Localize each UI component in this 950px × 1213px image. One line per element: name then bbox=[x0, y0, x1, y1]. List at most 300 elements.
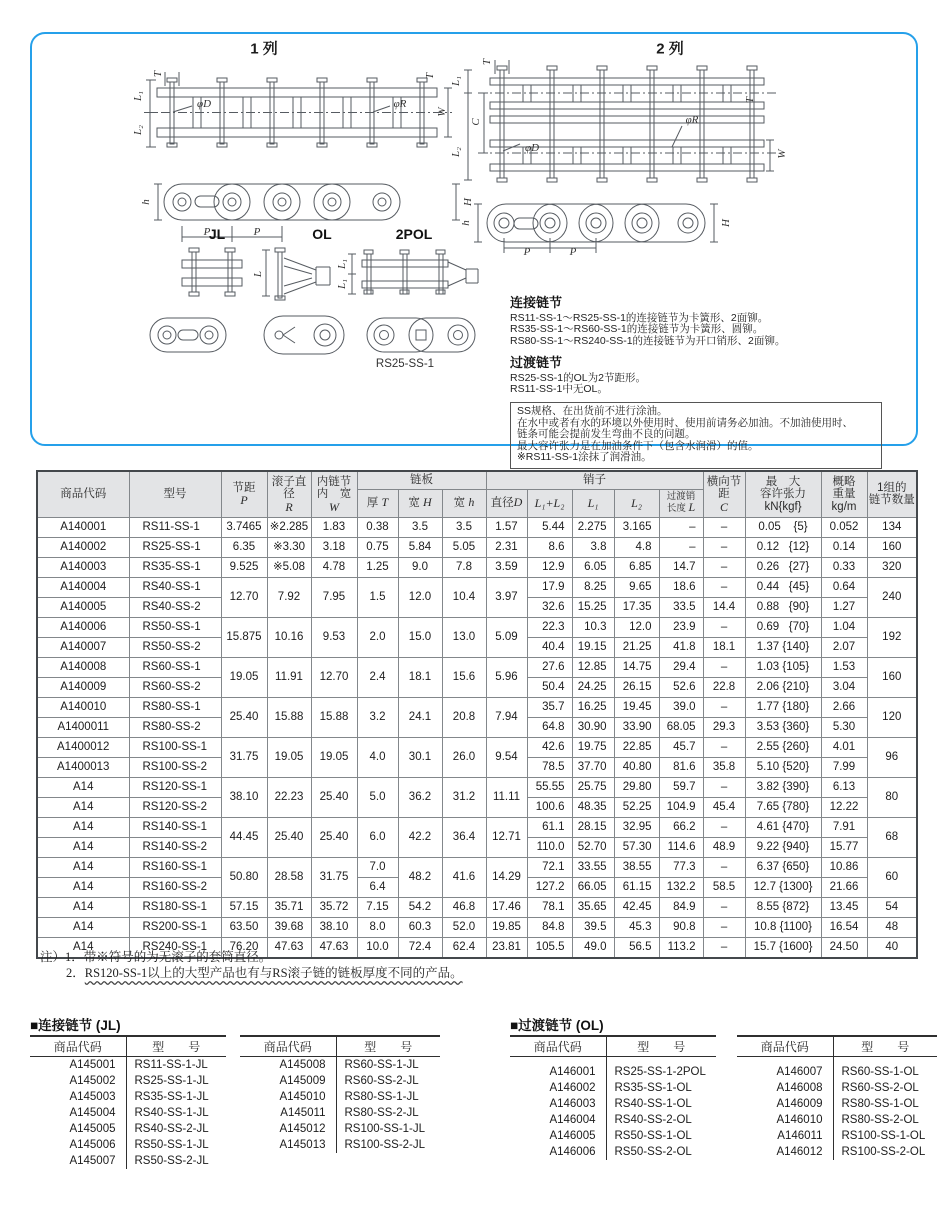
spec-cell: 13.0 bbox=[442, 617, 486, 657]
spec-cell: 1.5 bbox=[357, 577, 398, 617]
dim-t-icon: T bbox=[152, 70, 164, 78]
product-code: A145003 bbox=[69, 1091, 116, 1103]
spec-cell: 29.80 bbox=[614, 777, 659, 797]
spec-cell: RS40-SS-2 bbox=[129, 597, 221, 617]
spec-cell: 78.1 bbox=[527, 897, 572, 917]
spec-cell: 46.8 bbox=[442, 897, 486, 917]
note-line: ※RS11-SS-1涂抹了润滑油。 bbox=[517, 451, 652, 464]
spec-cell: 7.99 bbox=[821, 757, 867, 777]
spec-cell: 47.63 bbox=[311, 937, 357, 958]
spec-cell: – bbox=[703, 897, 745, 917]
spec-cell: 240 bbox=[867, 577, 917, 617]
spec-cell: 15.6 bbox=[442, 657, 486, 697]
spec-cell: 4.8 bbox=[614, 537, 659, 557]
spec-cell: 8.25 bbox=[572, 577, 614, 597]
spec-cell: 2.0 bbox=[357, 617, 398, 657]
code-column-header: 商品代码 bbox=[737, 1036, 833, 1057]
product-code: A146012 bbox=[776, 1146, 823, 1158]
spec-cell: 127.2 bbox=[527, 877, 572, 897]
spec-cell: 160 bbox=[867, 537, 917, 557]
note-1: 注）1．带※符号的为无滚子的套筒直径。 bbox=[40, 950, 272, 964]
spec-cell: 25.40 bbox=[221, 697, 267, 737]
spec-cell: 36.2 bbox=[398, 777, 442, 817]
spec-cell: 61.15 bbox=[614, 877, 659, 897]
spec-cell: 10.16 bbox=[267, 617, 311, 657]
diagram-panel bbox=[30, 32, 918, 464]
spec-cell: 27.6 bbox=[527, 657, 572, 677]
spec-cell: 0.12 {12} bbox=[745, 537, 821, 557]
spec-cell: 12.0 bbox=[398, 577, 442, 617]
spec-cell: 33.5 bbox=[659, 597, 703, 617]
code-column-header: 商品代码 bbox=[240, 1036, 336, 1057]
spec-cell: A14 bbox=[37, 797, 129, 817]
spec-cell: 39.0 bbox=[659, 697, 703, 717]
spec-cell: 17.9 bbox=[527, 577, 572, 597]
note-line: SS规格、在出货前不进行涂油。 bbox=[517, 405, 668, 418]
spec-cell: 16.25 bbox=[572, 697, 614, 717]
product-code: A146008 bbox=[776, 1082, 823, 1094]
spec-cell: 61.1 bbox=[527, 817, 572, 837]
spec-cell: 28.58 bbox=[267, 857, 311, 897]
product-code: A145001 bbox=[69, 1059, 116, 1071]
spec-cell: 30.90 bbox=[572, 717, 614, 737]
spec-cell: RS50-SS-2 bbox=[129, 637, 221, 657]
model-number: RS25-SS-1-JL bbox=[126, 1073, 226, 1089]
spec-cell: 7.95 bbox=[311, 577, 357, 617]
spec-cell: 72.1 bbox=[527, 857, 572, 877]
model-number: RS11-SS-1-JL bbox=[126, 1057, 226, 1074]
spec-cell: ※2.285 bbox=[267, 517, 311, 537]
spec-cell: 41.8 bbox=[659, 637, 703, 657]
dim-l1-icon: L₁ bbox=[132, 91, 144, 101]
spec-cell: 32.6 bbox=[527, 597, 572, 617]
spec-cell: 3.18 bbox=[311, 537, 357, 557]
dim-diar-icon: φR bbox=[685, 114, 699, 126]
spec-cell: 5.10 {520} bbox=[745, 757, 821, 777]
spec-table bbox=[36, 470, 918, 959]
spec-cell: 38.55 bbox=[614, 857, 659, 877]
spec-row bbox=[37, 857, 917, 877]
product-code: A146003 bbox=[549, 1098, 596, 1110]
spec-cell: 1.25 bbox=[357, 557, 398, 577]
spec-cell: 10.8 {1100} bbox=[745, 917, 821, 937]
spec-cell: 5.84 bbox=[398, 537, 442, 557]
spec-cell: 13.45 bbox=[821, 897, 867, 917]
spec-cell: 15.875 bbox=[221, 617, 267, 657]
spec-cell: 0.14 bbox=[821, 537, 867, 557]
spec-cell: A140009 bbox=[37, 677, 129, 697]
col-header-thickness: 厚 T bbox=[357, 489, 398, 517]
col-header-l1l2: L₁+L₂ bbox=[527, 489, 572, 517]
dim-diad-icon: φD bbox=[196, 98, 212, 110]
dim-l-icon: L bbox=[252, 270, 264, 278]
spec-table-body bbox=[37, 517, 917, 958]
spec-cell: 0.75 bbox=[357, 537, 398, 557]
spec-cell: 31.75 bbox=[221, 737, 267, 777]
spec-cell: A140007 bbox=[37, 637, 129, 657]
spec-cell: 0.05 {5} bbox=[745, 517, 821, 537]
spec-cell: 1.04 bbox=[821, 617, 867, 637]
spec-cell: 110.0 bbox=[527, 837, 572, 857]
spec-row bbox=[37, 777, 917, 797]
spec-cell: 18.1 bbox=[703, 637, 745, 657]
dim-l2-icon: L₂ bbox=[450, 147, 462, 157]
link-row bbox=[737, 1096, 937, 1112]
dim-t-icon: T bbox=[424, 72, 436, 80]
spec-cell: RS100-SS-2 bbox=[129, 757, 221, 777]
spec-cell: 48 bbox=[867, 917, 917, 937]
spec-cell: 42.6 bbox=[527, 737, 572, 757]
spec-cell: 35.65 bbox=[572, 897, 614, 917]
spec-cell: 24.25 bbox=[572, 677, 614, 697]
link-row bbox=[240, 1073, 440, 1089]
spec-row bbox=[37, 577, 917, 597]
product-code: A146010 bbox=[776, 1114, 823, 1126]
spec-cell: 16.54 bbox=[821, 917, 867, 937]
spec-cell: 52.6 bbox=[659, 677, 703, 697]
spec-cell: 76.20 bbox=[221, 937, 267, 958]
spec-cell: 64.8 bbox=[527, 717, 572, 737]
model-number: RS100-SS-2-OL bbox=[833, 1144, 937, 1160]
lubrication-note-box bbox=[510, 402, 882, 468]
spec-cell: 54.2 bbox=[398, 897, 442, 917]
product-code: A145009 bbox=[279, 1075, 326, 1087]
spec-cell: ※5.08 bbox=[267, 557, 311, 577]
link-row bbox=[240, 1105, 440, 1121]
spec-row bbox=[37, 917, 917, 937]
spec-cell: 113.2 bbox=[659, 937, 703, 958]
dim-diad-icon: φD bbox=[524, 142, 540, 154]
offset-link-line: RS25-SS-1的OL为2节距形。 bbox=[510, 371, 646, 384]
note-2: 2．RS120-SS-1以上的大型产品也有与RS滚子链的链板厚度不同的产品。 bbox=[66, 966, 463, 980]
spec-cell: 96 bbox=[867, 737, 917, 777]
spec-cell: A140002 bbox=[37, 537, 129, 557]
dim-p-icon: P bbox=[253, 226, 261, 238]
spec-cell: 12.85 bbox=[572, 657, 614, 677]
product-code: A146009 bbox=[776, 1098, 823, 1110]
spec-cell: 0.64 bbox=[821, 577, 867, 597]
spec-cell: RS80-SS-1 bbox=[129, 697, 221, 717]
spec-cell: 18.6 bbox=[659, 577, 703, 597]
spec-cell: 10.0 bbox=[357, 937, 398, 958]
link-row bbox=[30, 1105, 226, 1121]
spec-cell: 5.05 bbox=[442, 537, 486, 557]
spec-cell: A14 bbox=[37, 937, 129, 958]
spec-cell: 26.15 bbox=[614, 677, 659, 697]
spec-cell: 24.1 bbox=[398, 697, 442, 737]
spec-row bbox=[37, 697, 917, 717]
model-number: RS50-SS-1-JL bbox=[126, 1137, 226, 1153]
spec-cell: 0.69 {70} bbox=[745, 617, 821, 637]
spec-cell: 3.5 bbox=[442, 517, 486, 537]
spec-cell: 1.83 bbox=[311, 517, 357, 537]
product-code: A145011 bbox=[280, 1107, 326, 1119]
product-code: A145004 bbox=[69, 1107, 116, 1119]
spec-cell: A1400013 bbox=[37, 757, 129, 777]
spec-cell: 9.54 bbox=[486, 737, 527, 777]
spec-cell: 3.59 bbox=[486, 557, 527, 577]
spec-cell: 4.61 {470} bbox=[745, 817, 821, 837]
spec-cell: 10.86 bbox=[821, 857, 867, 877]
spec-cell: 60.3 bbox=[398, 917, 442, 937]
spec-cell: 6.85 bbox=[614, 557, 659, 577]
spec-cell: – bbox=[703, 657, 745, 677]
spec-cell: A1400012 bbox=[37, 737, 129, 757]
col-header-plate: 链板 bbox=[357, 471, 486, 489]
model-number: RS50-SS-2-JL bbox=[126, 1153, 226, 1169]
product-code: A145005 bbox=[69, 1123, 116, 1135]
spec-cell: 21.66 bbox=[821, 877, 867, 897]
spec-cell: 3.82 {390} bbox=[745, 777, 821, 797]
spec-cell: 9.53 bbox=[311, 617, 357, 657]
spec-cell: 12.22 bbox=[821, 797, 867, 817]
link-row bbox=[240, 1137, 440, 1153]
col-header-model: 型号 bbox=[129, 471, 221, 517]
spec-cell: RS140-SS-2 bbox=[129, 837, 221, 857]
connect-link-line: RS80-SS-1～RS240-SS-1的连接链节为开口销形、2面铆。 bbox=[510, 334, 786, 347]
spec-cell: 8.55 {872} bbox=[745, 897, 821, 917]
link-row bbox=[510, 1057, 716, 1081]
model-number: RS35-SS-1-OL bbox=[606, 1080, 716, 1096]
spec-cell: 49.0 bbox=[572, 937, 614, 958]
spec-cell: 3.04 bbox=[821, 677, 867, 697]
model-number: RS35-SS-1-JL bbox=[126, 1089, 226, 1105]
spec-cell: RS11-SS-1 bbox=[129, 517, 221, 537]
spec-cell: 19.05 bbox=[311, 737, 357, 777]
spec-cell: RS140-SS-1 bbox=[129, 817, 221, 837]
spec-cell: RS160-SS-1 bbox=[129, 857, 221, 877]
spec-cell: A1400011 bbox=[37, 717, 129, 737]
spec-cell: A140006 bbox=[37, 617, 129, 637]
spec-cell: 17.46 bbox=[486, 897, 527, 917]
spec-cell: 24.50 bbox=[821, 937, 867, 958]
note-line: 在水中或者有水的环境以外使用时、使用前请务必加油。不加油使用时、 bbox=[517, 416, 853, 429]
col-header-offset-pin: 过渡销 长度 L bbox=[659, 489, 703, 517]
connect-link-line: RS35-SS-1～RS60-SS-1的连接链节为卡簧形、圆铆。 bbox=[510, 323, 764, 336]
spec-cell: 81.6 bbox=[659, 757, 703, 777]
model-caption: RS25-SS-1 bbox=[375, 358, 435, 370]
spec-cell: 114.6 bbox=[659, 837, 703, 857]
spec-row bbox=[37, 817, 917, 837]
product-code: A145012 bbox=[279, 1123, 326, 1135]
spec-cell: 25.40 bbox=[267, 817, 311, 857]
link-row bbox=[510, 1080, 716, 1096]
spec-cell: 2.66 bbox=[821, 697, 867, 717]
spec-cell: 35.7 bbox=[527, 697, 572, 717]
dim-h-icon: h bbox=[460, 220, 472, 226]
dim-l2-icon: L₂ bbox=[132, 125, 144, 135]
spec-cell: 5.30 bbox=[821, 717, 867, 737]
spec-cell: 35.72 bbox=[311, 897, 357, 917]
table-notes bbox=[40, 949, 463, 981]
spec-cell: 15.88 bbox=[267, 697, 311, 737]
spec-cell: 33.90 bbox=[614, 717, 659, 737]
spec-cell: RS240-SS-1 bbox=[129, 937, 221, 958]
spec-cell: 1.03 {105} bbox=[745, 657, 821, 677]
spec-cell: A14 bbox=[37, 917, 129, 937]
spec-cell: 134 bbox=[867, 517, 917, 537]
spec-cell: 6.0 bbox=[357, 817, 398, 857]
spec-cell: 48.9 bbox=[703, 837, 745, 857]
spec-cell: A140004 bbox=[37, 577, 129, 597]
spec-cell: – bbox=[703, 617, 745, 637]
dim-p-icon: P bbox=[569, 246, 577, 258]
spec-cell: A14 bbox=[37, 837, 129, 857]
spec-cell: RS25-SS-1 bbox=[129, 537, 221, 557]
spec-cell: A14 bbox=[37, 777, 129, 797]
col-header-weight: 概略 重量 kg/m bbox=[821, 471, 867, 517]
spec-cell: RS180-SS-1 bbox=[129, 897, 221, 917]
spec-row bbox=[37, 517, 917, 537]
model-number: RS60-SS-1-JL bbox=[336, 1057, 440, 1074]
spec-cell: 59.7 bbox=[659, 777, 703, 797]
strand1-label: 1 列 bbox=[250, 40, 278, 58]
spec-cell: 42.2 bbox=[398, 817, 442, 857]
link-row bbox=[737, 1080, 937, 1096]
spec-cell: 47.63 bbox=[267, 937, 311, 958]
col-header-max-load: 最 大 容许张力 kN{kgf} bbox=[745, 471, 821, 517]
link-row bbox=[737, 1144, 937, 1160]
spec-cell: 44.45 bbox=[221, 817, 267, 857]
spec-cell: 52.25 bbox=[614, 797, 659, 817]
spec-cell: 15.25 bbox=[572, 597, 614, 617]
spec-cell: 9.22 {940} bbox=[745, 837, 821, 857]
dim-p-icon: P bbox=[523, 246, 531, 258]
link-row bbox=[510, 1144, 716, 1160]
ol-label: OL bbox=[312, 226, 332, 242]
spec-cell: 22.85 bbox=[614, 737, 659, 757]
spec-cell: RS40-SS-1 bbox=[129, 577, 221, 597]
model-column-header: 型 号 bbox=[606, 1036, 716, 1057]
spec-cell: 132.2 bbox=[659, 877, 703, 897]
model-number: RS80-SS-1-JL bbox=[336, 1089, 440, 1105]
spec-cell: 84.8 bbox=[527, 917, 572, 937]
product-code: A145008 bbox=[279, 1059, 326, 1071]
model-number: RS80-SS-1-OL bbox=[833, 1096, 937, 1112]
spec-cell: 36.4 bbox=[442, 817, 486, 857]
link-row bbox=[240, 1121, 440, 1137]
spec-cell: 22.3 bbox=[527, 617, 572, 637]
spec-cell: 14.4 bbox=[703, 597, 745, 617]
connect-link-line: RS11-SS-1～RS25-SS-1的连接链节为卡簧形、2面铆。 bbox=[510, 312, 769, 324]
link-row bbox=[30, 1121, 226, 1137]
spec-cell: 3.2 bbox=[357, 697, 398, 737]
spec-cell: 84.9 bbox=[659, 897, 703, 917]
link-notes-block bbox=[510, 292, 892, 469]
product-code: A145002 bbox=[69, 1075, 116, 1087]
spec-row bbox=[37, 657, 917, 677]
strand2-label: 2 列 bbox=[656, 40, 684, 58]
spec-cell: RS80-SS-2 bbox=[129, 717, 221, 737]
spec-cell: – bbox=[703, 737, 745, 757]
link-row bbox=[240, 1089, 440, 1105]
spec-cell: 31.2 bbox=[442, 777, 486, 817]
col-header-code: 商品代码 bbox=[37, 471, 129, 517]
product-code: A146005 bbox=[549, 1130, 596, 1142]
spec-cell: 35.71 bbox=[267, 897, 311, 917]
spec-cell: 15.88 bbox=[311, 697, 357, 737]
product-code: A146002 bbox=[549, 1082, 596, 1094]
model-number: RS80-SS-2-JL bbox=[336, 1105, 440, 1121]
spec-cell: 19.85 bbox=[486, 917, 527, 937]
ol-table-1 bbox=[510, 1035, 716, 1160]
spec-cell: A14 bbox=[37, 817, 129, 837]
col-header-link-count: 1组的 链节数量 bbox=[867, 471, 917, 517]
spec-cell: 33.55 bbox=[572, 857, 614, 877]
dim-l1-icon: L₁ bbox=[336, 279, 348, 289]
spec-cell: A14 bbox=[37, 857, 129, 877]
spec-cell: A14 bbox=[37, 877, 129, 897]
spec-cell: 1.57 bbox=[486, 517, 527, 537]
spec-cell: 2.31 bbox=[486, 537, 527, 557]
spec-cell: 32.95 bbox=[614, 817, 659, 837]
spec-row bbox=[37, 737, 917, 757]
spec-cell: 2.07 bbox=[821, 637, 867, 657]
spec-cell: 39.68 bbox=[267, 917, 311, 937]
col-header-l2: L₂ bbox=[614, 489, 659, 517]
jl-table-2 bbox=[240, 1035, 440, 1153]
model-column-header: 型 号 bbox=[833, 1036, 937, 1057]
col-header-l1: L₁ bbox=[572, 489, 614, 517]
spec-cell: A140010 bbox=[37, 697, 129, 717]
spec-cell: A14 bbox=[37, 897, 129, 917]
col-header-inner-width: 内链节 内 宽 W bbox=[311, 471, 357, 517]
spec-cell: 57.15 bbox=[221, 897, 267, 917]
spec-cell: 6.13 bbox=[821, 777, 867, 797]
spec-cell: 11.91 bbox=[267, 657, 311, 697]
spec-cell: 7.15 bbox=[357, 897, 398, 917]
dim-t-icon: T bbox=[744, 96, 756, 104]
link-row bbox=[30, 1137, 226, 1153]
spec-cell: 9.525 bbox=[221, 557, 267, 577]
spec-cell: RS100-SS-1 bbox=[129, 737, 221, 757]
link-row bbox=[30, 1057, 226, 1074]
link-row bbox=[737, 1112, 937, 1128]
spec-cell: 15.7 {1600} bbox=[745, 937, 821, 958]
spec-cell: 21.25 bbox=[614, 637, 659, 657]
spec-cell: A140005 bbox=[37, 597, 129, 617]
spec-cell: 7.0 bbox=[357, 857, 398, 877]
spec-cell: 6.35 bbox=[221, 537, 267, 557]
spec-cell: 66.05 bbox=[572, 877, 614, 897]
product-code: A146001 bbox=[549, 1066, 596, 1078]
spec-cell: 7.8 bbox=[442, 557, 486, 577]
link-row bbox=[240, 1057, 440, 1074]
spec-cell: 2.55 {260} bbox=[745, 737, 821, 757]
spec-cell: 2.275 bbox=[572, 517, 614, 537]
spec-cell: 52.0 bbox=[442, 917, 486, 937]
product-code: A145010 bbox=[279, 1091, 326, 1103]
spec-cell: 0.26 {27} bbox=[745, 557, 821, 577]
spec-cell: 25.40 bbox=[311, 817, 357, 857]
spec-cell: 1.53 bbox=[821, 657, 867, 677]
spec-cell: 12.9 bbox=[527, 557, 572, 577]
spec-cell: – bbox=[703, 697, 745, 717]
spec-cell: 320 bbox=[867, 557, 917, 577]
offset-link-heading: 过渡链节 bbox=[510, 354, 563, 370]
spec-cell: RS50-SS-1 bbox=[129, 617, 221, 637]
spec-cell: 55.55 bbox=[527, 777, 572, 797]
spec-cell: 104.9 bbox=[659, 797, 703, 817]
spec-cell: – bbox=[659, 537, 703, 557]
spec-cell: 4.0 bbox=[357, 737, 398, 777]
model-number: RS80-SS-2-OL bbox=[833, 1112, 937, 1128]
spec-cell: 160 bbox=[867, 657, 917, 697]
spec-cell: 52.70 bbox=[572, 837, 614, 857]
model-number: RS25-SS-1-2POL bbox=[606, 1057, 716, 1081]
spec-cell: 0.052 bbox=[821, 517, 867, 537]
spec-cell: 25.75 bbox=[572, 777, 614, 797]
